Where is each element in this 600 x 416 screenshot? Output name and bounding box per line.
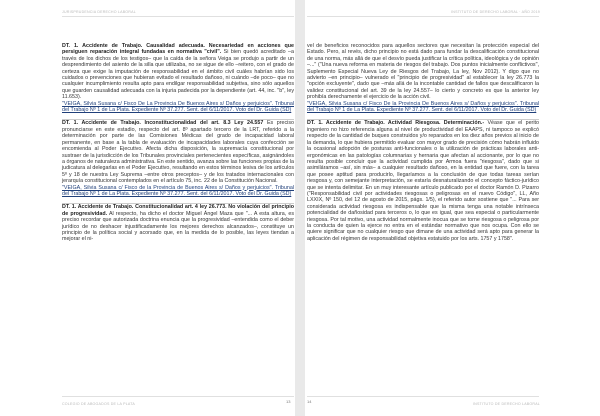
running-footer: COLEGIO DE ABOGADOS DE LA PLATA <box>62 402 135 406</box>
left-column <box>62 43 294 243</box>
entry-citation: "VEIGA, Silvia Susana c/ Fisco De la Provincia De Buenos Aires s/ Daños y perjuicios". Tribunal del Trabajo Nº 1 de La Plata. Expediente Nº 37.277. Sent. del 6/11/2017. Voto del Dr. Guida (SD) <box>307 100 539 114</box>
entry-title: DT. 1. Accidente de Trabajo. Causalidad adecuada. Necesariedad en acciones que persiguen reparación integral fundadas en normativa "civil". <box>62 43 294 56</box>
header-rule <box>62 16 294 17</box>
footer-rule <box>62 396 294 397</box>
jurisprudence-entry <box>62 43 294 113</box>
right-page <box>305 0 600 416</box>
left-page <box>0 0 295 416</box>
page-number: 13 <box>286 399 291 404</box>
entry-citation: "VEIGA, Silvia Susana c/ Fisco de la Provincia de Buenos Aires s/ Daños y perjuicios". Tribunal del Trabajo Nº 1 de La Plata. Expediente Nº 37.277. Sent. del 6/11/2017. Voto del Dr. Guida (SD) <box>62 184 294 197</box>
right-column <box>307 43 539 242</box>
footer-rule <box>307 396 539 397</box>
entry-body: vel de beneficios reconocidos para aquellos sectores que necesitan la protección especial del Estado. Pero, al revés, dicho principio no está dado para fundar la descalificación constitucional de una norma, más allá de que el desvío pueda justificar la crítica política, ideológica y de opinión –..." ("Una nueva reforma en materia de riesgos del trabajo. Dos puntos inicialmente conflictivos", Suplemento Especial Nueva Ley de Riesgos del Trabajo, La ley, Nov 2012). Y digo que no advierto –en principio– vulnerado el "principio de progresividad" al establecer la ley 26.773 la "opción excluyente", dado que –más allá de la incontable cantidad de fallos que descalificaron la validez constitucional del art. 39 de la ley 24.557– lo cierto y concreto es que la anterior ley prohibía derechamente el ejercicio de la acción civil. <box>307 43 539 101</box>
entry-title: DT. 1. Accidente de Trabajo. Constitucionalidad art. 4 ley 26.773. No violación del principio de progresividad. <box>62 204 294 217</box>
entry-body: Véase que el perito ingeniero no hizo referencia alguna al nivel de productividad del EAAPS, ni tampoco se explicó respecto de la cantidad de buques construidos y/o reparados en los diez años previos al inicio de la demanda, lo que hubiera permitido evaluar con mayor grado de precisión cómo habrán influido la ocasional adopción de posturas anti-funcionales o la utilización de prácticas laborales anti-ergonómicas en las patologías columnarias y hernaria que afectan al accionante, por lo que no resulta posible concluir que la actividad cumplida por Armoa fuera "riesgosa", dado que si asimiláramos –así, sin más– a cualquier resultado dañoso, en la entidad que fuere, con la tarea que posee aptitud para producirlo, llegaríamos a la conclusión de que todas tareas serían riesgosa y, con semejante interpretación, se estaría desnaturalizando el concepto fáctico-jurídico que se intenta delimitar. En un muy interesante artículo publicado por el doctor Ramón D. Pizarro ("Responsabilidad civil por actividades riesgosas o peligrosas en el nuevo Código", LL, Año LXXIX, Nº 150, del 12 de agosto de 2015, págs. 1/5), el referido autor sostiene que "... Para ser considerada actividad riesgosa es indispensable que la misma tenga una notable intrínseca potencialidad de dañosidad para terceros o, lo que es igual, que sea especial o particularmente riesgosa. Por tal motivo, una actividad normalmente inocua que se torne riesgosa o peligrosa por la conducta de quien la ejerce no entra en el estándar normativo que nos ocupa. Con ello se quiere significar que no cualquier riesgo que dimane de una actividad será apto para generar la aplicación del régimen de responsabilidad objetiva estatuido por los arts. 1757 y 1758". <box>307 120 539 242</box>
page-number: 14 <box>307 399 312 404</box>
header-rule <box>307 16 539 17</box>
running-header: INSTITUTO DE DERECHO LABORAL · AÑO 2019 <box>451 10 540 14</box>
entry-title: DT. 1. Accidente de Trabajo. Actividad Riesgosa. Determinación.- <box>307 120 485 127</box>
running-footer: INSTITUTO DE DERECHO LABORAL <box>472 402 540 406</box>
entry-body: Al respecto, ha dicho el doctor Miguel Ángel Maza que "... A esta altura, es preciso recordar que autorizada doctrina enuncia que la progresividad –entendida como el deber jurídico de no deshacer injustificadamente los mejores derechos alcanzados–, constituye un principio de la política social y acorsado que, en la medida de lo posible, las leyes tiendan a mejorar el ni- <box>62 210 294 243</box>
running-header: JURISPRUDENCIA DERECHO LABORAL <box>62 10 136 14</box>
jurisprudence-entry <box>62 120 294 197</box>
jurisprudence-entry <box>307 43 539 113</box>
entry-title: DT. 1. Accidente de Trabajo. Inconstitucionalidad del art. 8.3 Ley 24.557 <box>62 120 264 127</box>
entry-citation: "VEIGA, Silvia Susana c/ Fisco De La Provincia De Buenos Aires s/ Daños y perjuicios". Tribunal del Trabajo Nº 1 de La Plata. Expediente Nº 37.277. Sent. del 6/11/2017. Voto del Dr. Guida (SD) <box>62 100 294 114</box>
entry-body: Si bien quedó acreditado –a través de los dichos de los testigos– que la caída de la señora Veiga se produjo a partir de un desprendimiento del asiento de la silla que utilizaba, no se sigue de ello –reitero, con el grado de certeza que exige la imputación de responsabilidad en el ámbito civil cuáles habrían sido los cuidados o prevenciones que hubieran evitado el resultado dañoso, ni cuándo –de poco– que no cualquier incumplimiento resulta apto para endilgar responsabilidad subjetiva, sino sólo aquellos que guarden causalidad adecuada con la injuria padecida por la dependiente (art. 44, inc. "b", ley 11.653). <box>62 49 294 101</box>
entry-body: Es preciso pronunciarse en este estadio, respecto del art. 8º apartado tercero de la LRT, referido a la determinación por parte de las Comisiones Médicas del grado de incapacidad laboral permanente, en base a la tabla de evaluación de incapacidades laborales cuya confección se encomienda al Poder Ejecutivo. Afecta dicha disposición, la supremacía constitucional por sustraer de la jurisdicción de los Tribunales provinciales pertenecientes específicas, asignándoles a órganos de naturaleza administrativa. En este sentido, avanza sobre las funciones propias de la judicatura al delegarlas en el Poder Ejecutivo, resultando en estos términos lesiva de los artículos 5º y 18 de nuestra Ley Suprema –entre otros preceptos– y de los tratados internacionales con jerarquía constitucional contemplados en el artículo 75, inc. 22 de la Constitución Nacional. <box>62 120 294 185</box>
jurisprudence-entry <box>307 120 539 242</box>
jurisprudence-entry <box>62 204 294 242</box>
